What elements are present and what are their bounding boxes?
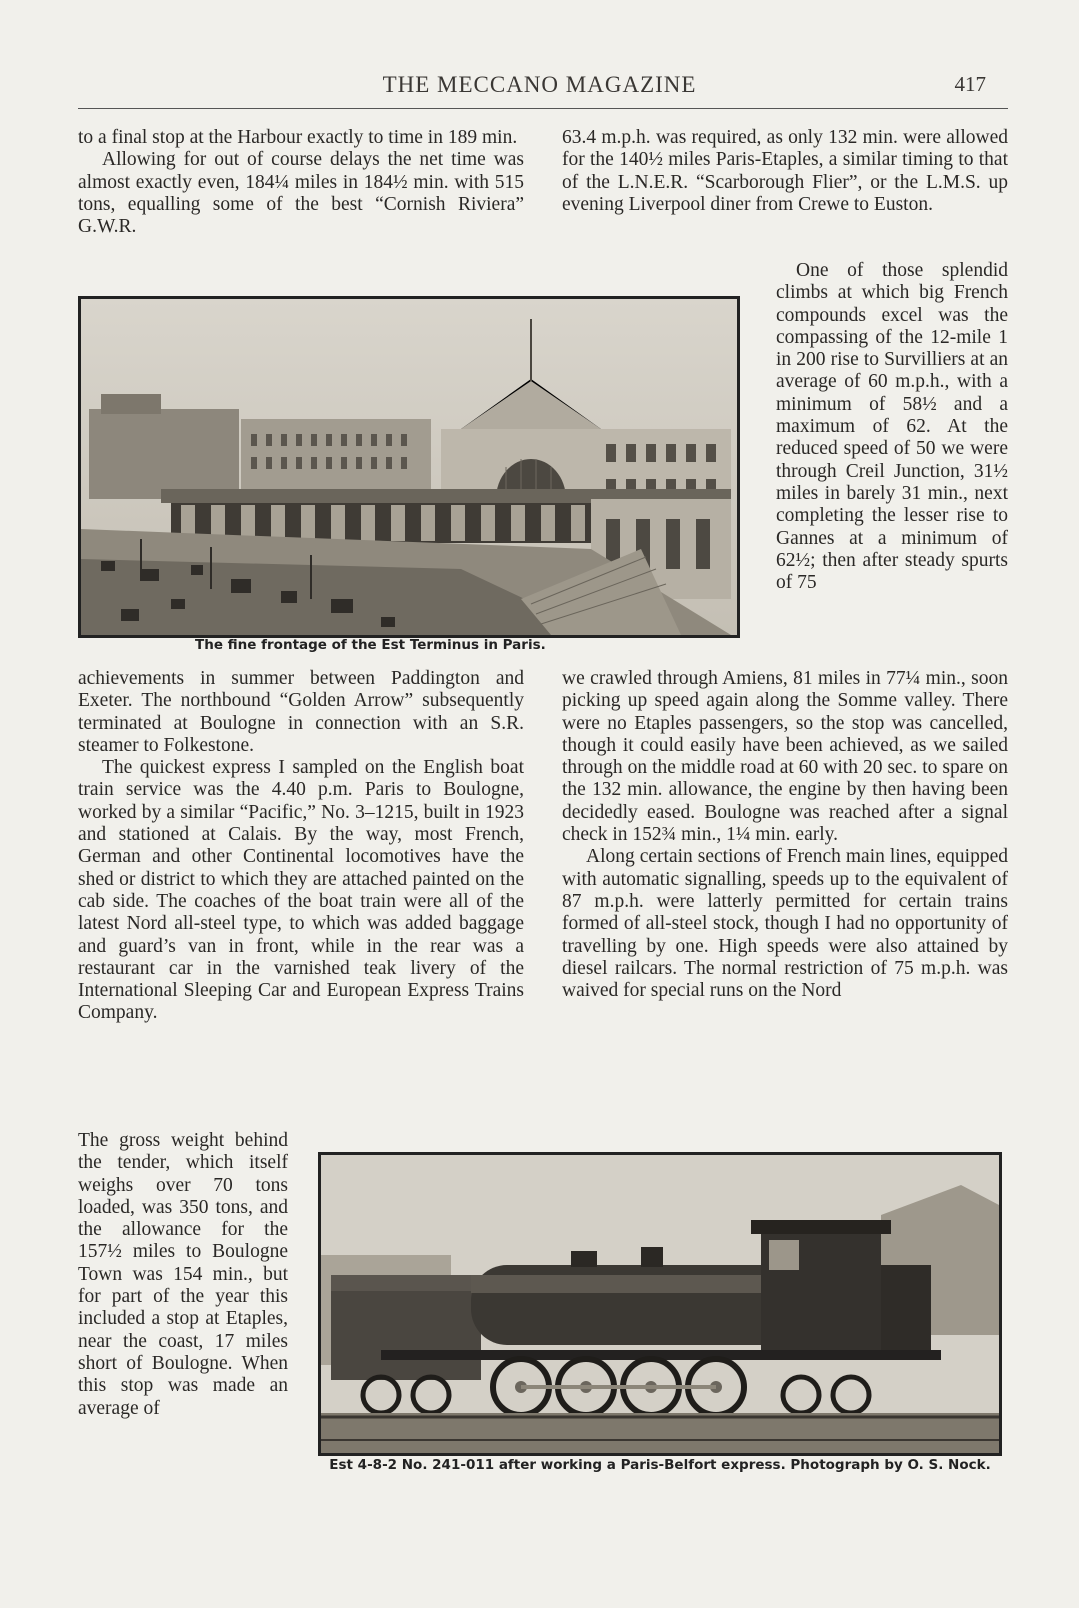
figure-caption: Est 4-8-2 No. 241-011 after working a Paris-Belfort express. Photograph by O. S. Nock. xyxy=(329,1457,991,1473)
figure-caption: The fine frontage of the Est Terminus in Paris. xyxy=(195,637,546,653)
paragraph: 63.4 m.p.h. was required, as only 132 min. were allowed for the 140½ miles Paris-Etaples, a similar timing to that of the L.N.E.R. “Scarborough Flier”, or the L.M.S. up evening Liverpool diner from Crewe to Euston. xyxy=(562,127,1008,215)
magazine-title: THE MECCANO MAGAZINE xyxy=(382,72,697,97)
left-column-top xyxy=(78,127,524,238)
right-column-top xyxy=(562,127,1008,216)
est-terminus-photo xyxy=(78,296,740,638)
paragraph: achievements in summer between Paddington and Exeter. The northbound “Golden Arrow” subsequently terminated at Boulogne in connection with an S.R. steamer to Folkestone. xyxy=(78,668,524,756)
locomotive-illustration xyxy=(321,1155,999,1453)
paragraph: to a final stop at the Harbour exactly to time in 189 min. xyxy=(78,127,518,148)
paragraph: we crawled through Amiens, 81 miles in 77¼ min., soon picking up speed again along the Somme valley. There were no Etaples passengers, so the stop was cancelled, though it could easily have been achieved, as we sailed through on the middle road at 60 with 20 sec. to spare on the 132 min. allowance, the engine by then having been decidedly eased. Boulogne was reached after a signal check in 152¾ min., 1¼ min. early. xyxy=(562,668,1008,846)
station-illustration xyxy=(81,299,737,635)
left-column-middle xyxy=(78,668,524,1025)
right-narrow-column: One of those splendid climbs at which big French compounds excel was the compassing of the 12-mile 1 in 200 rise to Survilliers at an average of 60 m.p.h., with a minimum of 58½ and a maximum of 62. At the reduced speed of 50 we were through Creil Junction, 31½ miles in barely 31 min., next completing the lesser rise to Gannes at a minimum of 62½; then after steady spurts of 75 xyxy=(776,260,1008,594)
paragraph: Along certain sections of French main lines, equipped with automatic signalling, speeds up to the equivalent of 87 m.p.h. were latterly permitted for certain trains formed of all-steel stock, though I had no opportunity of travelling by one. High speeds were also attained by diesel railcars. The normal restriction of 75 m.p.h. was waived for special runs on the Nord xyxy=(562,846,1008,1002)
locomotive-photo xyxy=(318,1152,1002,1456)
paragraph: The quickest express I sampled on the English boat train service was the 4.40 p.m. Paris to Boulogne, worked by a similar “Pacific,” No. 3–1215, built in 1923 and stationed at Calais. By the way, most French, German and other Continental locomotives have the shed or district to which they are attached painted on the cab side. The coaches of the boat train were all of the latest Nord all-steel type, to which was added baggage and guard’s van in front, while in the rear was a restaurant car in the varnished teak livery of the International Sleeping Car and European Express Trains Company. xyxy=(78,757,524,1024)
left-narrow-column: The gross weight behind the tender, which itself weighs over 70 tons loaded, was 350 tons, and the allowance for the 157½ miles to Boulogne Town was 154 min., but for part of the year this included a stop at Etaples, near the coast, 17 miles short of Boulogne. When this stop was made an average of xyxy=(78,1130,288,1419)
right-column-middle xyxy=(562,668,1008,1002)
paragraph: Allowing for out of course delays the net time was almost exactly even, 184¼ miles in 184½ min. with 515 tons, equalling some of the best “Cornish Riviera” G.W.R. xyxy=(78,149,524,238)
header-rule xyxy=(78,108,1008,109)
page-number: 417 xyxy=(954,72,986,96)
